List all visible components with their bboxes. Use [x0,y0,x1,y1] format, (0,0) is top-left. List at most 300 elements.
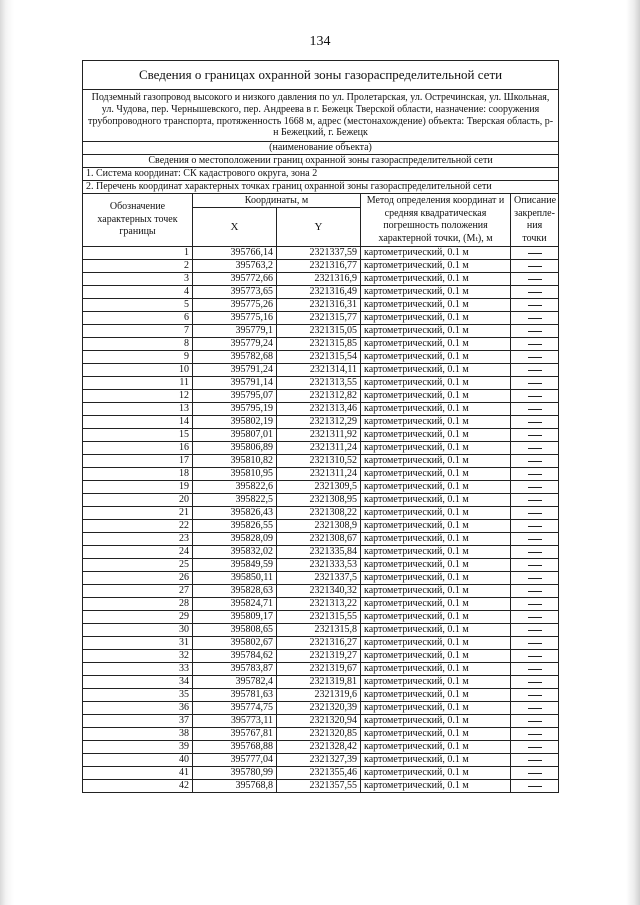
dash-mark [528,266,542,267]
point-description [511,312,559,325]
point-description [511,611,559,624]
point-number: 33 [83,663,193,676]
coordinate-y: 2321319,6 [277,689,361,702]
object-description [83,90,559,142]
coordinate-x: 395791,24 [193,364,277,377]
method-value: картометрический, 0.1 м [361,624,511,637]
method-value: картометрический, 0.1 м [361,767,511,780]
table-row [83,650,559,663]
dash-mark [528,292,542,293]
coordinate-y: 2321319,67 [277,663,361,676]
dash-mark [528,747,542,748]
coordinate-x: 395783,87 [193,663,277,676]
method-value: картометрический, 0.1 м [361,416,511,429]
point-description [511,598,559,611]
dash-mark [528,331,542,332]
coordinate-y: 2321316,27 [277,637,361,650]
point-number: 27 [83,585,193,598]
method-value: картометрический, 0.1 м [361,390,511,403]
dash-mark [528,773,542,774]
coordinate-x: 395791,14 [193,377,277,390]
method-value: картометрический, 0.1 м [361,715,511,728]
table-row [83,364,559,377]
point-number: 7 [83,325,193,338]
location-header: Сведения о местоположении границ охранной зоны газораспределительной сети [83,155,559,168]
coordinate-y: 2321337,59 [277,247,361,260]
dash-mark [528,474,542,475]
coordinate-y: 2321315,85 [277,338,361,351]
point-description [511,260,559,273]
coordinate-y: 2321355,46 [277,767,361,780]
method-value: картометрический, 0.1 м [361,780,511,793]
table-row [83,429,559,442]
point-number: 14 [83,416,193,429]
coordinate-x: 395810,82 [193,455,277,468]
method-value: картометрический, 0.1 м [361,286,511,299]
method-value: картометрический, 0.1 м [361,598,511,611]
point-number: 32 [83,650,193,663]
table-row [83,754,559,767]
point-number: 4 [83,286,193,299]
table-row [83,351,559,364]
table-row [83,442,559,455]
point-description [511,273,559,286]
point-number: 26 [83,572,193,585]
coordinate-y: 2321311,24 [277,468,361,481]
table-row [83,741,559,754]
point-description [511,403,559,416]
point-description [511,299,559,312]
table-row [83,325,559,338]
table-row [83,546,559,559]
table-row [83,312,559,325]
table-row [83,715,559,728]
coordinate-y: 2321357,55 [277,780,361,793]
point-number: 23 [83,533,193,546]
table-row [83,390,559,403]
point-description [511,481,559,494]
dash-mark [528,669,542,670]
dash-mark [528,591,542,592]
point-description [511,533,559,546]
dash-mark [528,253,542,254]
point-number: 37 [83,715,193,728]
point-number: 39 [83,741,193,754]
point-description [511,585,559,598]
table-row [83,689,559,702]
table-row [83,247,559,260]
point-description [511,507,559,520]
point-description [511,377,559,390]
coordinate-x: 395777,04 [193,754,277,767]
coordinate-x: 395774,75 [193,702,277,715]
point-description [511,520,559,533]
dash-mark [528,695,542,696]
point-description [511,689,559,702]
point-number: 28 [83,598,193,611]
method-value: картометрический, 0.1 м [361,364,511,377]
table-row [83,494,559,507]
method-value: картометрический, 0.1 м [361,507,511,520]
table-row [83,416,559,429]
dash-mark [528,500,542,501]
coordinate-y: 2321308,95 [277,494,361,507]
table-row [83,533,559,546]
coordinate-x: 395779,24 [193,338,277,351]
boundary-table [82,60,559,793]
dash-mark [528,578,542,579]
method-value: картометрический, 0.1 м [361,312,511,325]
coordinate-y: 2321311,92 [277,429,361,442]
point-number: 21 [83,507,193,520]
table-row [83,624,559,637]
coordinate-x: 395807,01 [193,429,277,442]
method-value: картометрический, 0.1 м [361,273,511,286]
method-value: картометрический, 0.1 м [361,676,511,689]
dash-mark [528,708,542,709]
coordinate-y: 2321313,46 [277,403,361,416]
dash-mark [528,409,542,410]
point-number: 41 [83,767,193,780]
dash-mark [528,357,542,358]
dash-mark [528,435,542,436]
point-description [511,741,559,754]
method-value: картометрический, 0.1 м [361,611,511,624]
coordinate-y: 2321319,81 [277,676,361,689]
coordinate-x: 395773,65 [193,286,277,299]
col-header-y: Y [277,208,361,247]
dash-mark [528,604,542,605]
table-row [83,260,559,273]
coordinate-y: 2321316,77 [277,260,361,273]
method-value: картометрический, 0.1 м [361,377,511,390]
point-description [511,390,559,403]
coordinate-x: 395775,16 [193,312,277,325]
table-row [83,572,559,585]
coordinate-y: 2321316,49 [277,286,361,299]
points-list-title: 2. Перечень координат характерных точках границ охранной зоны газораспределительной сети [83,181,559,194]
table-row [83,780,559,793]
point-description [511,572,559,585]
coordinate-x: 395824,71 [193,598,277,611]
coordinate-x: 395828,09 [193,533,277,546]
table-row [83,559,559,572]
table-row [83,728,559,741]
coordinate-x: 395809,17 [193,611,277,624]
method-value: картометрический, 0.1 м [361,403,511,416]
coordinate-x: 395849,59 [193,559,277,572]
dash-mark [528,539,542,540]
point-number: 16 [83,442,193,455]
dash-mark [528,721,542,722]
coordinate-x: 395768,8 [193,780,277,793]
point-number: 2 [83,260,193,273]
coordinate-y: 2321315,55 [277,611,361,624]
table-row [83,702,559,715]
page-number: 134 [309,34,331,49]
point-description [511,637,559,650]
coordinate-x: 395826,43 [193,507,277,520]
point-number: 29 [83,611,193,624]
point-number: 25 [83,559,193,572]
coordinate-x: 395773,11 [193,715,277,728]
coordinate-x: 395802,67 [193,637,277,650]
point-number: 40 [83,754,193,767]
point-number: 17 [83,455,193,468]
point-description [511,676,559,689]
point-number: 22 [83,520,193,533]
coordinate-x: 395782,68 [193,351,277,364]
method-value: картометрический, 0.1 м [361,468,511,481]
coordinate-y: 2321315,54 [277,351,361,364]
point-number: 15 [83,429,193,442]
table-row [83,507,559,520]
coordinate-x: 395772,66 [193,273,277,286]
coordinate-y: 2321309,5 [277,481,361,494]
point-number: 35 [83,689,193,702]
method-value: картометрический, 0.1 м [361,338,511,351]
table-row [83,455,559,468]
dash-mark [528,396,542,397]
dash-mark [528,656,542,657]
dash-mark [528,565,542,566]
point-description [511,338,559,351]
table-row [83,299,559,312]
coordinate-y: 2321319,27 [277,650,361,663]
coordinate-x: 395828,63 [193,585,277,598]
point-number: 19 [83,481,193,494]
coordinate-y: 2321315,8 [277,624,361,637]
coordinate-y: 2321314,11 [277,364,361,377]
method-value: картометрический, 0.1 м [361,559,511,572]
point-description [511,468,559,481]
coordinate-x: 395822,6 [193,481,277,494]
table-row [83,338,559,351]
point-number: 18 [83,468,193,481]
table-row [83,598,559,611]
point-number: 10 [83,364,193,377]
coordinate-x: 395795,07 [193,390,277,403]
table-row [83,403,559,416]
coordinate-x: 395779,1 [193,325,277,338]
col-header-point: Обозначение характерных точек границы [83,194,193,247]
point-description [511,702,559,715]
dash-mark [528,487,542,488]
coordinate-y: 2321311,24 [277,442,361,455]
coordinate-y: 2321312,82 [277,390,361,403]
coordinate-y: 2321320,85 [277,728,361,741]
col-header-x: X [193,208,277,247]
coordinate-y: 2321333,53 [277,559,361,572]
point-description [511,416,559,429]
coordinate-y: 2321327,39 [277,754,361,767]
dash-mark [528,279,542,280]
method-value: картометрический, 0.1 м [361,663,511,676]
point-description [511,429,559,442]
point-description [511,325,559,338]
dash-mark [528,734,542,735]
coordinate-y: 2321316,9 [277,273,361,286]
point-description [511,364,559,377]
table-row [83,663,559,676]
coordinate-x: 395781,63 [193,689,277,702]
point-number: 8 [83,338,193,351]
coordinate-y: 2321312,29 [277,416,361,429]
table-row [83,611,559,624]
coordinate-y: 2321328,42 [277,741,361,754]
coordinate-y: 2321308,9 [277,520,361,533]
point-number: 3 [83,273,193,286]
point-number: 30 [83,624,193,637]
method-value: картометрический, 0.1 м [361,260,511,273]
point-number: 9 [83,351,193,364]
object-description-text: Подземный газопровод высокого и низкого давления по ул. Пролетарская, ул. Остречинская, ул. Школьная, ул. Чудова, пер. Чернышевского, пер. Андреева в г. Бежецк Тверской области, назначение: сооружения трубопроводного транспорта, протяженность 1668 м, адрес (местонахождение) объекта: Тверская область, р-н Бежецкий, г. Бежецк [87,92,554,139]
dash-mark [528,422,542,423]
object-name-caption: (наименование объекта) [83,142,559,155]
coordinate-y: 2321316,31 [277,299,361,312]
coordinate-x: 395768,88 [193,741,277,754]
method-value: картометрический, 0.1 м [361,494,511,507]
point-number: 5 [83,299,193,312]
point-description [511,442,559,455]
method-value: картометрический, 0.1 м [361,741,511,754]
coordinate-x: 395826,55 [193,520,277,533]
table-row [83,377,559,390]
point-number: 20 [83,494,193,507]
dash-mark [528,630,542,631]
point-description [511,780,559,793]
table-row [83,767,559,780]
method-value: картометрический, 0.1 м [361,429,511,442]
dash-mark [528,344,542,345]
point-description [511,546,559,559]
col-header-description: Описание закрепле-ния точки [511,194,559,247]
method-value: картометрический, 0.1 м [361,754,511,767]
method-value: картометрический, 0.1 м [361,585,511,598]
point-number: 36 [83,702,193,715]
coordinate-y: 2321320,39 [277,702,361,715]
dash-mark [528,760,542,761]
coordinate-y: 2321308,67 [277,533,361,546]
point-description [511,767,559,780]
point-description [511,286,559,299]
point-number: 1 [83,247,193,260]
point-number: 31 [83,637,193,650]
point-description [511,559,559,572]
table-row [83,520,559,533]
coordinate-x: 395850,11 [193,572,277,585]
coordinate-x: 395802,19 [193,416,277,429]
method-value: картометрический, 0.1 м [361,650,511,663]
dash-mark [528,682,542,683]
dash-mark [528,318,542,319]
table-row [83,676,559,689]
coordinate-y: 2321308,22 [277,507,361,520]
point-number: 11 [83,377,193,390]
point-description [511,715,559,728]
method-value: картометрический, 0.1 м [361,546,511,559]
point-number: 34 [83,676,193,689]
point-description [511,650,559,663]
point-description [511,624,559,637]
point-number: 24 [83,546,193,559]
point-description [511,728,559,741]
coordinate-x: 395767,81 [193,728,277,741]
point-number: 13 [83,403,193,416]
coordinate-system: 1. Система координат: СК кадастрового округа, зона 2 [83,168,559,181]
point-number: 12 [83,390,193,403]
document-title: Сведения о границах охранной зоны газораспределительной сети [83,61,559,90]
coordinate-x: 395795,19 [193,403,277,416]
coordinate-x: 395766,14 [193,247,277,260]
method-value: картометрический, 0.1 м [361,728,511,741]
method-value: картометрический, 0.1 м [361,481,511,494]
table-row [83,286,559,299]
coordinate-y: 2321335,84 [277,546,361,559]
method-value: картометрический, 0.1 м [361,533,511,546]
col-header-method: Метод определения координат и средняя квадратическая погрешность положения характерной точки, (Mₜ), м [361,194,511,247]
dash-mark [528,383,542,384]
method-value: картометрический, 0.1 м [361,325,511,338]
coordinate-y: 2321337,5 [277,572,361,585]
coordinate-y: 2321310,52 [277,455,361,468]
point-description [511,455,559,468]
dash-mark [528,617,542,618]
dash-mark [528,461,542,462]
coordinate-x: 395763,2 [193,260,277,273]
coordinate-y: 2321315,05 [277,325,361,338]
coordinate-x: 395775,26 [193,299,277,312]
coordinate-y: 2321340,32 [277,585,361,598]
table-row [83,585,559,598]
coordinate-y: 2321313,22 [277,598,361,611]
method-value: картометрический, 0.1 м [361,572,511,585]
method-value: картометрический, 0.1 м [361,689,511,702]
coordinate-x: 395806,89 [193,442,277,455]
dash-mark [528,448,542,449]
dash-mark [528,786,542,787]
point-number: 42 [83,780,193,793]
method-value: картометрический, 0.1 м [361,637,511,650]
method-value: картометрический, 0.1 м [361,702,511,715]
coordinate-x: 395832,02 [193,546,277,559]
coordinate-x: 395784,62 [193,650,277,663]
method-value: картометрический, 0.1 м [361,247,511,260]
point-number: 38 [83,728,193,741]
coordinate-y: 2321320,94 [277,715,361,728]
point-description [511,494,559,507]
dash-mark [528,370,542,371]
coordinate-x: 395808,65 [193,624,277,637]
dash-mark [528,305,542,306]
coordinate-x: 395810,95 [193,468,277,481]
table-row [83,468,559,481]
coordinate-y: 2321313,55 [277,377,361,390]
method-value: картометрический, 0.1 м [361,455,511,468]
table-row [83,637,559,650]
dash-mark [528,552,542,553]
point-description [511,247,559,260]
method-value: картометрический, 0.1 м [361,442,511,455]
dash-mark [528,643,542,644]
method-value: картометрический, 0.1 м [361,299,511,312]
point-description [511,351,559,364]
table-row [83,273,559,286]
method-value: картометрический, 0.1 м [361,351,511,364]
dash-mark [528,526,542,527]
coordinate-y: 2321315,77 [277,312,361,325]
dash-mark [528,513,542,514]
